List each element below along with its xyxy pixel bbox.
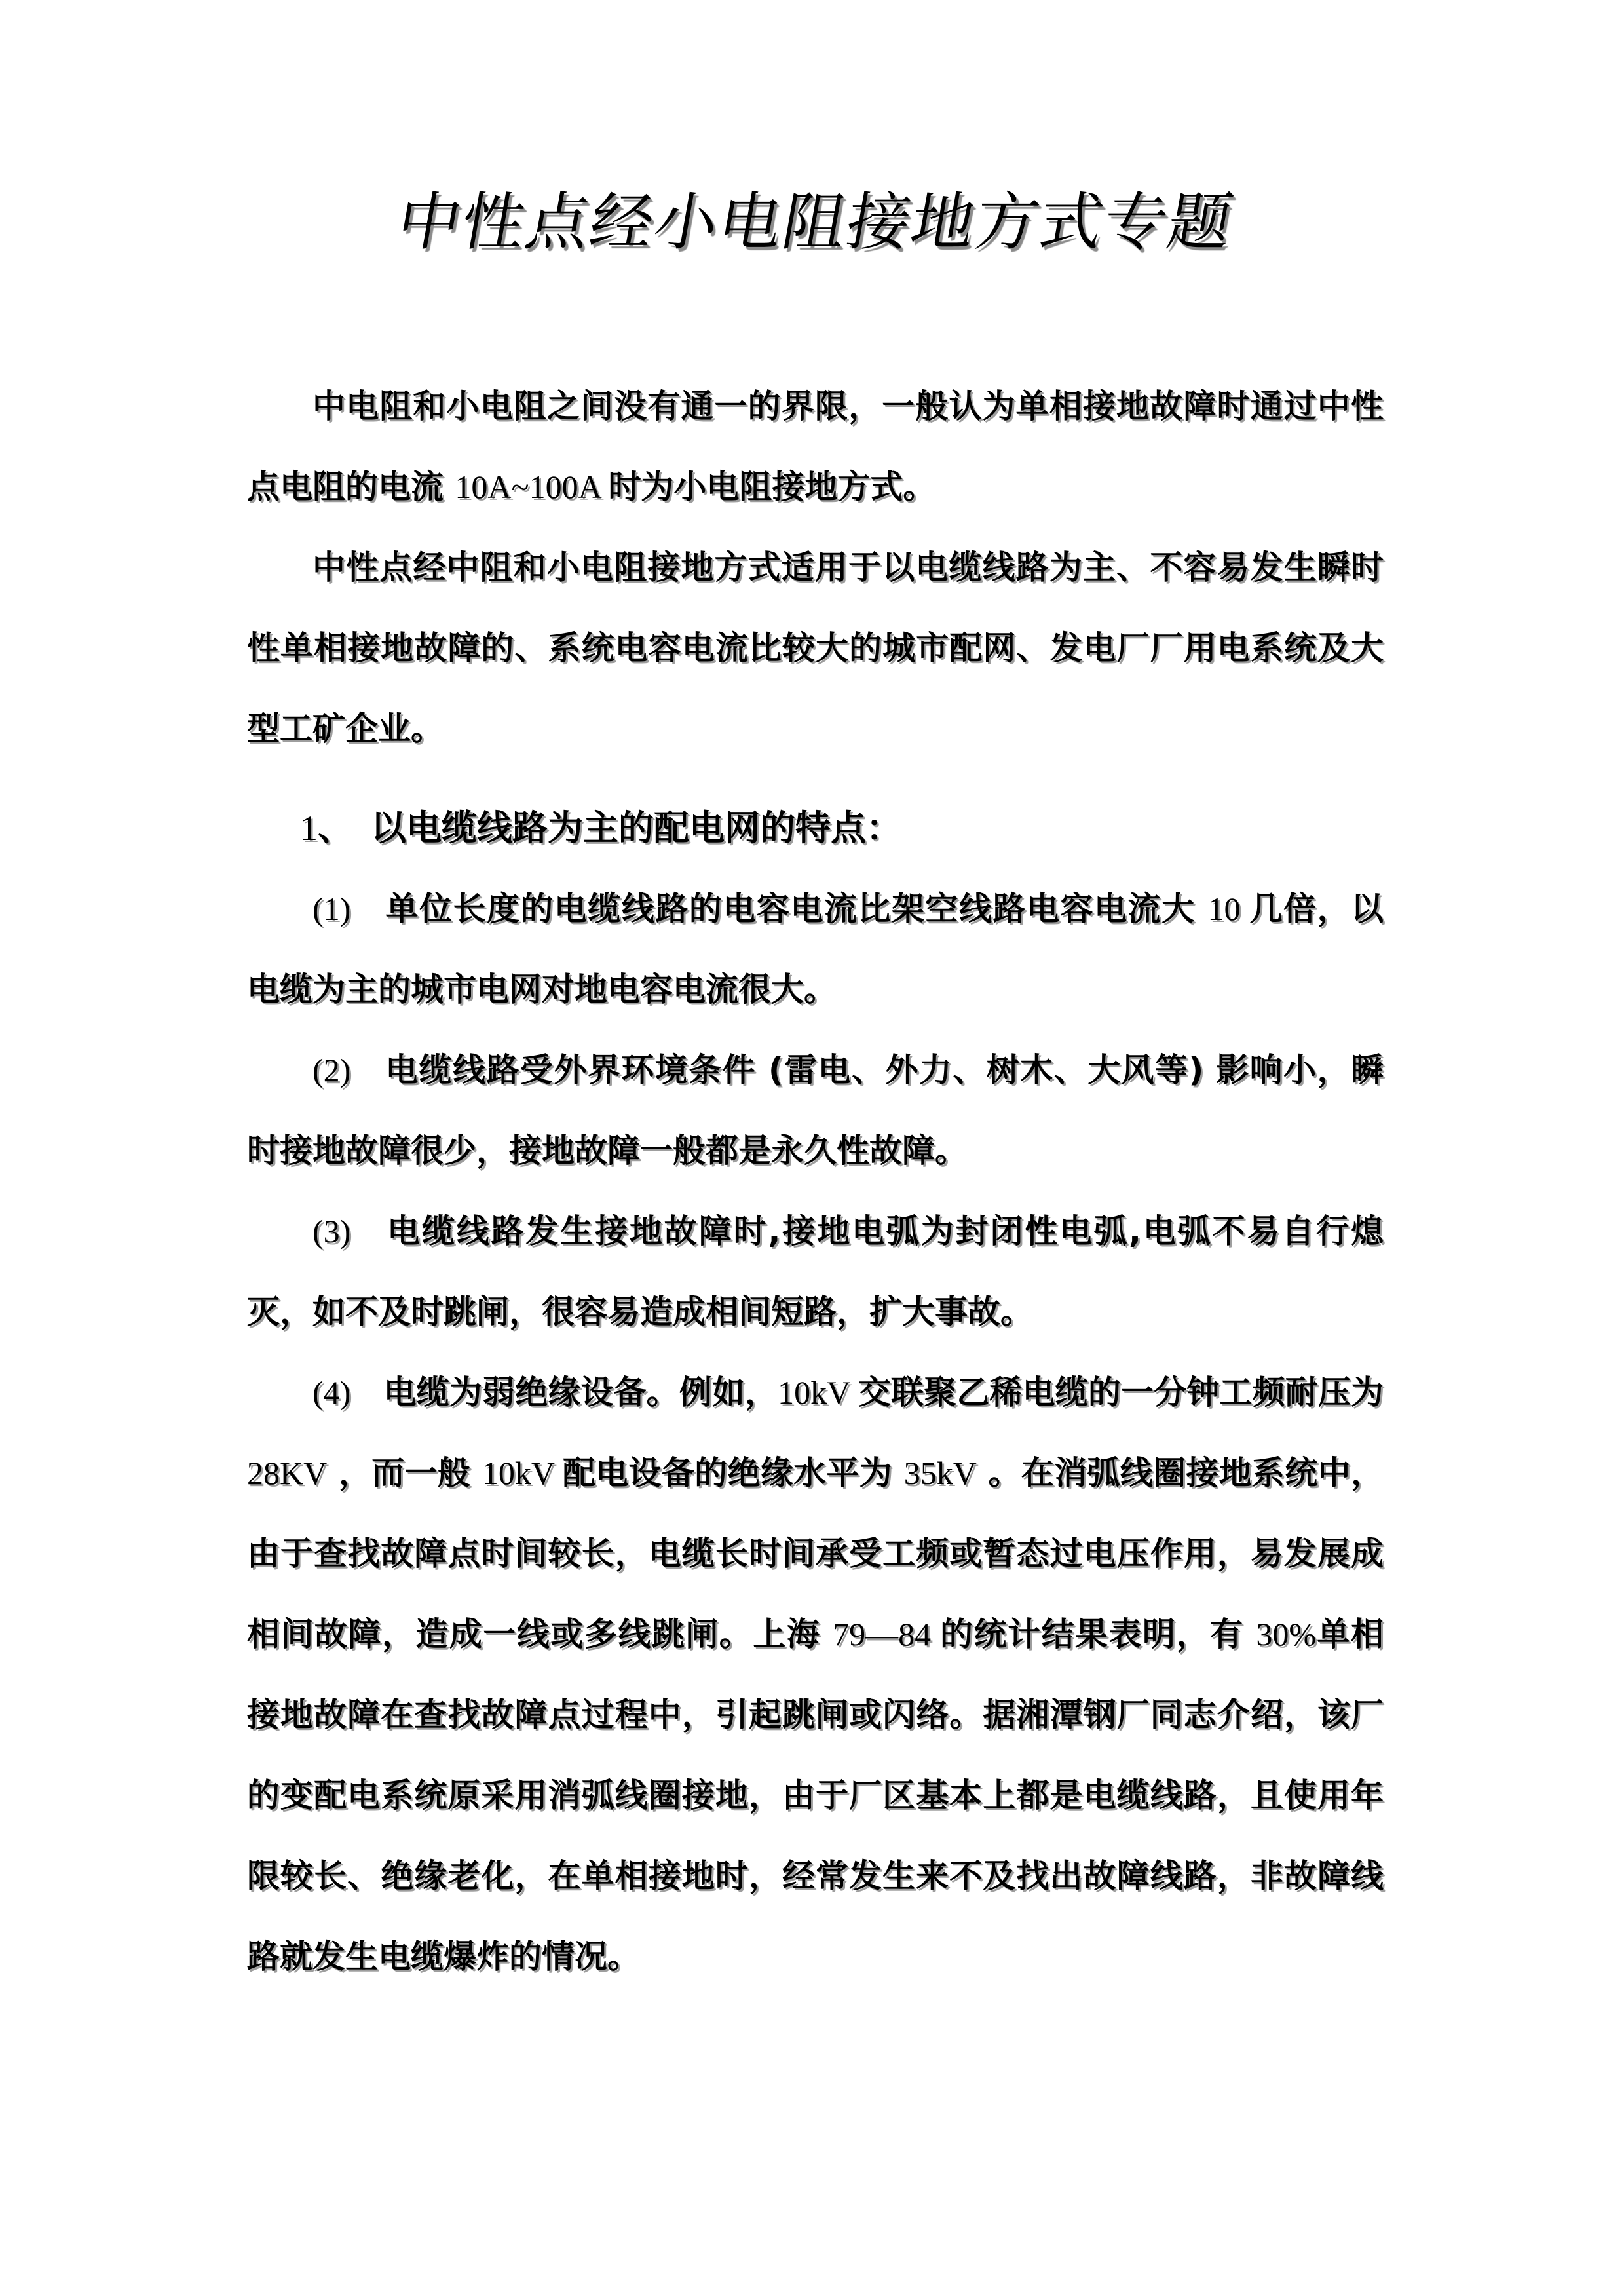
text-run: 79—84 [833,1616,941,1653]
text-run: 28KV [247,1455,328,1491]
text-run: 、 以电缆线路为主的配电网的特点： [318,807,901,849]
text-run: 10kV [482,1455,563,1491]
text-run: (1) [312,890,351,927]
paragraph-intro-definition [247,366,1384,527]
text-run: 时为小电阻接地方式。 [608,468,936,506]
text-run: 单相接地故障在查找故障点过程中，引起跳闸或闪络。据湘潭钢厂同志介绍，该厂的变配电系统原采用消弧线圈接地，由于厂区基本上都是电缆线路，且使用年限较长、绝缘老化，在单相接地时，经常发生来不及找出故障线路，非故障线路就发生电缆爆炸的情况。 [247,1615,1384,1976]
text-run: 中电阻和小电阻之间没有通一的界限，一般认为单相接地故障时通过中性点电阻的电流 [247,387,1384,506]
list-item-3-ground-fault-arc [247,1191,1384,1352]
text-run: 10kV [778,1374,859,1411]
text-run: 配电设备的绝缘水平为 [562,1454,904,1492]
text-run: 电缆为弱绝缘设备。例如， [350,1373,778,1411]
text-run: ，而一般 [327,1454,482,1492]
text-run: 的统计结果表明，有 [940,1615,1256,1653]
text-run: 中性点经中阻和小电阻接地方式适用于以电缆线路为主、不容易发生瞬时性单相接地故障的、系统电容电流比较大的城市配网、发电厂厂用电系统及大型工矿企业。 [247,548,1384,748]
list-item-2-environment-influence [247,1030,1384,1191]
text-run: 10 [1207,890,1250,927]
section-heading-cable-network-features [247,788,1384,869]
text-run: 交联聚乙稀电缆的一分钟工频耐压为 [858,1373,1384,1411]
text-run: 单位长度的电缆线路的电容电流比架空线路电容电流大 [350,890,1208,928]
list-item-4-weak-insulation [247,1352,1384,1997]
text-run: (3) [312,1213,351,1250]
text-run: 10A~100A [455,469,609,505]
text-run: (2) [312,1052,351,1088]
text-run: 几倍，以电缆为主的城市电网对地电容电流很大。 [247,890,1384,1008]
text-run: 35kV [903,1455,977,1491]
text-run: 。在消弧线圈接地系统中，由于查找故障点时间较长，电缆长时间承受工频或暂态过电压作用，易发展成相间故障，造成一线或多线跳闸。上海 [247,1454,1384,1653]
text-run: (4) [312,1374,351,1411]
document-title: 中性点经小电阻接地方式专题 [392,187,1239,258]
text-run: 1 [300,809,318,848]
list-item-1-capacitive-current [247,869,1384,1030]
text-run: 电缆线路受外界环境条件 (雷电、外力、树木、大风等) 影响小，瞬时接地故障很少，接地故障一般都是永久性故障。 [247,1051,1384,1170]
text-run: 电缆线路发生接地故障时,接地电弧为封闭性电弧,电弧不易自行熄灭，如不及时跳闸，很容易造成相间短路，扩大事故。 [247,1212,1384,1331]
paragraph-applicability [247,527,1384,769]
text-run: 30% [1256,1616,1317,1653]
